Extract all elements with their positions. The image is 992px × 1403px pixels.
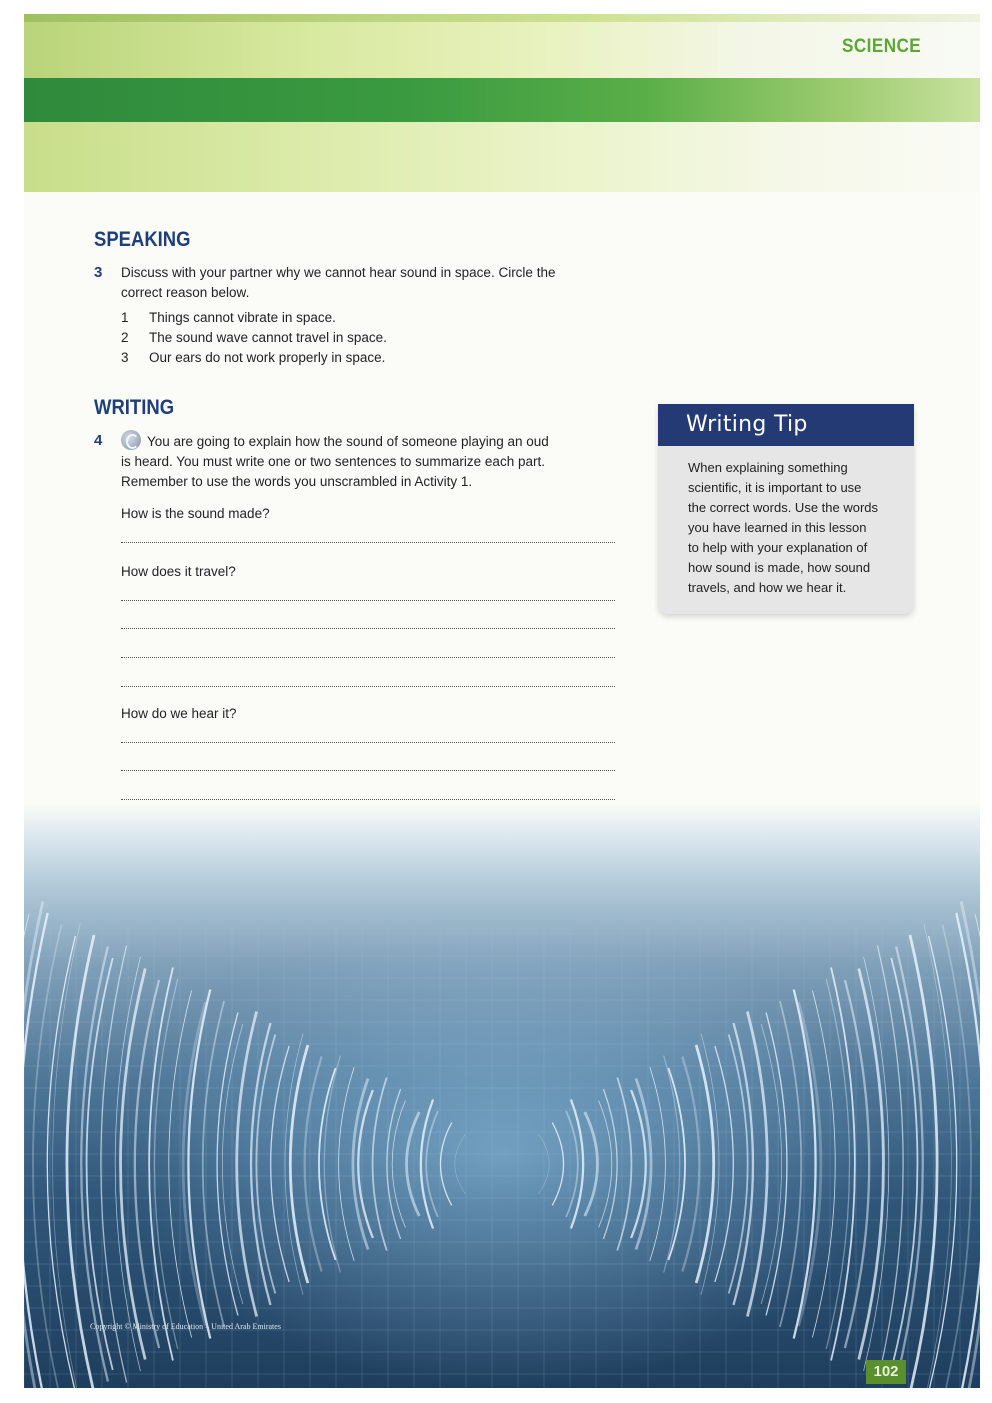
option-text: Our ears do not work properly in space. — [149, 350, 386, 365]
speaking-option-3[interactable] — [121, 350, 385, 365]
page-number: 102 — [866, 1360, 906, 1384]
tip-line: scientific, it is important to use — [688, 480, 862, 495]
sound-wave-graphic — [24, 804, 980, 1388]
writing-heading: WRITING — [94, 396, 175, 419]
speaking-instruction-line1: Discuss with your partner why we cannot hear sound in space. Circle the — [121, 265, 556, 280]
question-sound-made: How is the sound made? — [121, 506, 270, 521]
writing-instruction — [121, 430, 641, 492]
answer-line[interactable] — [121, 799, 615, 800]
speaking-heading: SPEAKING — [94, 228, 191, 251]
answer-line[interactable] — [121, 628, 615, 629]
copyright-notice: Copyright © Ministry of Education – United Arab Emirates — [90, 1322, 281, 1331]
answer-line[interactable] — [121, 742, 615, 743]
textbook-page — [24, 14, 980, 1388]
answer-line[interactable] — [121, 542, 615, 543]
answer-line[interactable] — [121, 657, 615, 658]
tip-line: When explaining something — [688, 460, 848, 475]
option-number: 3 — [121, 350, 129, 365]
writing-instruction-line3: Remember to use the words you unscrambled in Activity 1. — [121, 474, 473, 489]
writing-instruction-line1: You are going to explain how the sound of someone playing an oud — [147, 434, 549, 449]
writing-tip-title: Writing Tip — [658, 404, 914, 446]
option-number: 1 — [121, 310, 129, 325]
tip-line: the correct words. Use the words — [688, 500, 879, 515]
header-band-top — [24, 14, 980, 78]
tip-line: you have learned in this lesson — [688, 520, 867, 535]
answer-line[interactable] — [121, 600, 615, 601]
option-text: The sound wave cannot travel in space. — [149, 330, 387, 345]
tip-line: how sound is made, how sound — [688, 560, 871, 575]
writing-instruction-line2: is heard. You must write one or two sentences to summarize each part. — [121, 454, 545, 469]
question-sound-travel: How does it travel? — [121, 564, 236, 579]
tip-line: travels, and how we hear it. — [688, 580, 847, 595]
sound-wave-illustration — [24, 804, 980, 1388]
activity-4-number: 4 — [94, 432, 103, 449]
answer-line[interactable] — [121, 686, 615, 687]
header-band-green — [24, 78, 980, 122]
speaking-instruction-line2: correct reason below. — [121, 285, 250, 300]
collaboration-icon — [121, 430, 141, 450]
writing-tip-body — [688, 458, 904, 598]
activity-3-number: 3 — [94, 264, 103, 281]
subject-label: SCIENCE — [842, 36, 922, 57]
speaking-option-1[interactable] — [121, 310, 336, 325]
writing-tip-box — [658, 404, 914, 614]
question-hear-it: How do we hear it? — [121, 706, 237, 721]
option-text: Things cannot vibrate in space. — [149, 310, 336, 325]
answer-line[interactable] — [121, 770, 615, 771]
speaking-option-2[interactable] — [121, 330, 387, 345]
tip-line: to help with your explanation of — [688, 540, 868, 555]
option-number: 2 — [121, 330, 129, 345]
speaking-instruction — [121, 263, 641, 303]
header-band-light — [24, 122, 980, 192]
